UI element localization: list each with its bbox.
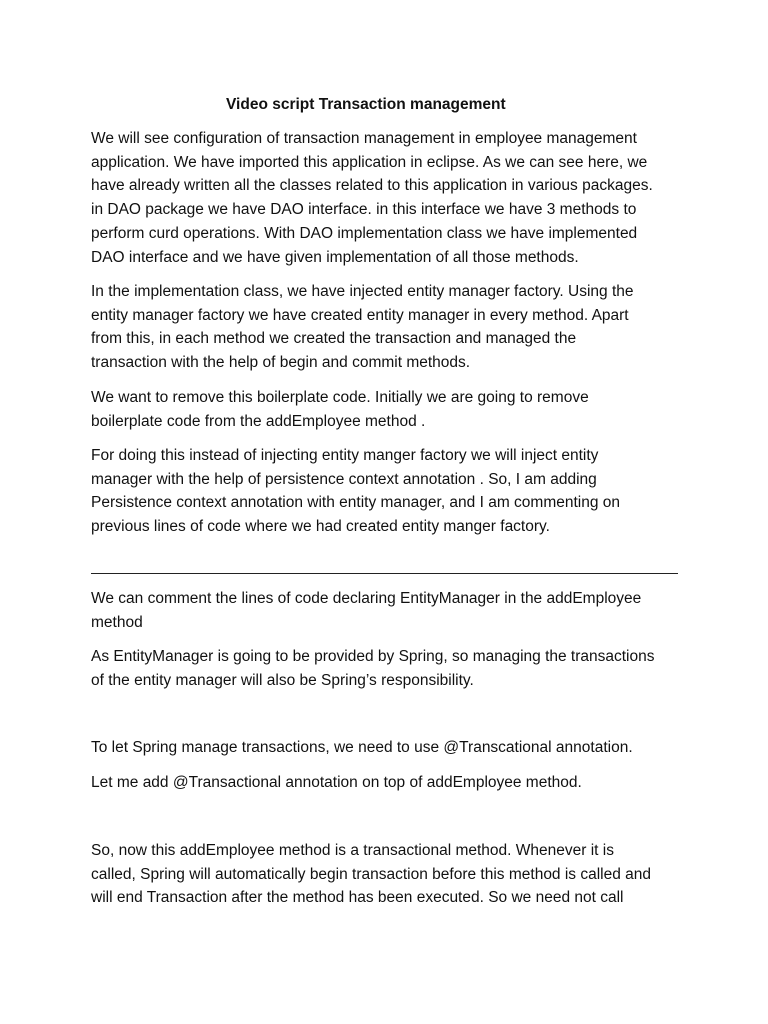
text-line: manager with the help of persistence context annotation . So, I am adding bbox=[91, 470, 597, 488]
text-line: method bbox=[91, 613, 143, 631]
text-line: We will see configuration of transaction management in employee management bbox=[91, 130, 637, 147]
text-line: will end Transaction after the method has been executed. So we need not call bbox=[91, 889, 624, 907]
paragraph-spring-responsibility bbox=[91, 645, 691, 692]
text-line: called, Spring will automatically begin transaction before this method is called and bbox=[91, 865, 652, 883]
paragraph-spring-manage bbox=[91, 736, 691, 760]
horizontal-divider bbox=[91, 573, 678, 574]
text-line: We can comment the lines of code declaring EntityManager in the addEmployee bbox=[91, 590, 642, 607]
text-line: previous lines of code where we had created entity manger factory. bbox=[91, 518, 550, 536]
text-line: perform curd operations. With DAO implementation class we have implemented bbox=[91, 224, 638, 242]
text-line: application. We have imported this application in eclipse. As we can see here, we bbox=[91, 153, 648, 171]
text-line: entity manager factory we have created entity manager in every method. Apart bbox=[91, 306, 629, 324]
text-line: In the implementation class, we have injected entity manager factory. Using the bbox=[91, 283, 634, 300]
paragraph-persistence-context bbox=[91, 444, 691, 539]
paragraph-comment-lines bbox=[91, 587, 691, 634]
text-line: So, now this addEmployee method is a transactional method. Whenever it is bbox=[91, 842, 614, 859]
text-line: boilerplate code from the addEmployee method . bbox=[91, 412, 426, 430]
paragraph-boilerplate bbox=[91, 386, 691, 433]
text-line: have already written all the classes related to this application in various packages. bbox=[91, 177, 653, 195]
paragraph-add-annotation bbox=[91, 771, 691, 795]
text-line: Let me add @Transactional annotation on top of addEmployee method. bbox=[91, 774, 582, 791]
text-line: transaction with the help of begin and commit methods. bbox=[91, 354, 471, 372]
text-line: Persistence context annotation with entity manager, and I am commenting on bbox=[91, 494, 621, 512]
paragraph-transactional-method bbox=[91, 839, 691, 910]
text-line: DAO interface and we have given implementation of all those methods. bbox=[91, 248, 579, 266]
text-line: We want to remove this boilerplate code. Initially we are going to remove bbox=[91, 389, 589, 406]
text-line: of the entity manager will also be Spring’s responsibility. bbox=[91, 671, 474, 689]
text-line: To let Spring manage transactions, we need to use @Transcational annotation. bbox=[91, 739, 633, 756]
text-line: As EntityManager is going to be provided by Spring, so managing the transactions bbox=[91, 648, 655, 665]
text-line: from this, in each method we created the transaction and managed the bbox=[91, 330, 577, 348]
text-line: For doing this instead of injecting entity manger factory we will inject entity bbox=[91, 447, 599, 464]
paragraph-configuration bbox=[91, 127, 691, 269]
text-line: in DAO package we have DAO interface. in this interface we have 3 methods to bbox=[91, 201, 637, 219]
document-title: Video script Transaction management bbox=[226, 96, 506, 113]
paragraph-implementation-class bbox=[91, 280, 691, 375]
